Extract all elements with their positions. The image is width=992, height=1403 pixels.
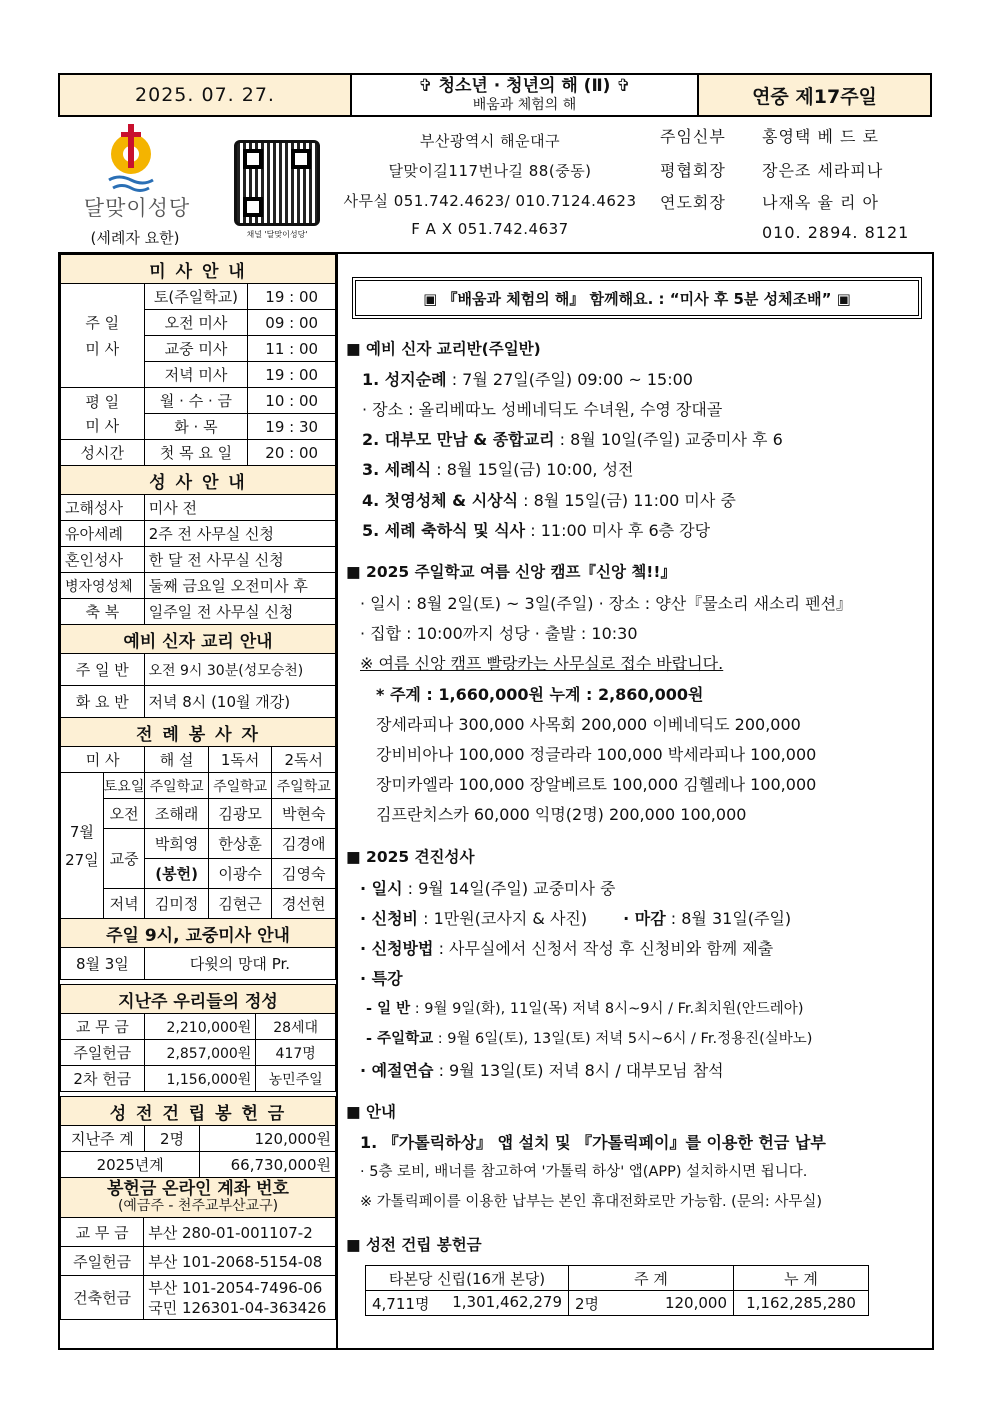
reader-2: 주일학교 [272, 773, 336, 799]
section-title: ■ 2025 주일학교 여름 신앙 캠프『신앙 쳌!!』 [346, 563, 676, 581]
reader-1: 김현근 [208, 889, 272, 919]
adoration-banner: ▣ 『배움과 체험의 해』 함께해요. : “미사 후 5분 성체조배” ▣ [355, 280, 919, 316]
header-cell: 누 계 [734, 1266, 869, 1291]
commentator: 김미정 [145, 889, 209, 919]
staff-role-3: 연도회장 [660, 193, 726, 212]
mass-name: 저녁 미사 [144, 362, 248, 388]
qr-caption: 채널 '달맞이성당' [246, 230, 308, 239]
item-label: · 신청비 [360, 909, 419, 928]
camp-totals: * 주계 : 1,660,000원 누계 : 2,860,000원 [376, 685, 704, 704]
item-label: 2. 대부모 만남 & 종합교리 [362, 430, 555, 449]
donor-line: 강비비아나 100,000 정글라라 100,000 박세라피나 100,000 [376, 745, 817, 764]
sacrament-name: 병자영성체 [61, 573, 145, 599]
item-label: 4. 첫영성체 & 시상식 [362, 491, 519, 510]
commentator: 박희영 [145, 829, 209, 859]
week-count: 2명 [569, 1291, 622, 1316]
sacraments-title: 성 사 안 내 [61, 466, 336, 495]
offering-table [60, 984, 336, 1092]
sacraments-table [60, 465, 336, 625]
cumulative-total: 1,162,285,280 [734, 1291, 869, 1316]
accounts-header [61, 1178, 336, 1218]
sacrament-name: 축 복 [61, 599, 145, 625]
info-line: 1. 『가톨릭하상』 앱 설치 및 『가톨릭페이』를 이용한 헌금 납부 [360, 1133, 826, 1152]
parish-total: 1,301,462,279 [452, 1292, 562, 1311]
info-line [360, 876, 616, 899]
mass-name: 교중 미사 [144, 336, 248, 362]
mass-name: 화 · 목 [144, 414, 248, 440]
commentator: 주일학교 [145, 773, 209, 799]
staff-name-2: 장은조 세라피나 [762, 161, 884, 180]
reader-1: 주일학교 [208, 773, 272, 799]
item-label: - 일 반 [366, 1001, 411, 1017]
sacrament-info: 한 달 전 사무실 신청 [144, 547, 335, 573]
info-line: · 집합 : 10:00까지 성당 · 출발 : 10:30 [360, 624, 638, 643]
item-label: · 특강 [360, 969, 403, 988]
sacrament-name: 혼인성사 [61, 547, 145, 573]
mass-time: 19 : 00 [248, 284, 336, 310]
offering-type: 교 무 금 [61, 1014, 145, 1040]
sacrament-name: 유아세례 [61, 521, 145, 547]
mass-slot: 교중 [103, 829, 145, 889]
accounts-title: 봉헌금 온라인 계좌 번호 [107, 1178, 289, 1199]
qr-code[interactable] [234, 140, 320, 226]
building-fund-summary [365, 1265, 869, 1316]
liturgical-week: 연중 제17주일 [752, 85, 877, 108]
item-text: : 11:00 미사 후 6층 강당 [525, 521, 711, 540]
info-line: · 일시 : 8월 2일(토) ~ 3일(주일) · 장소 : 양산『물소리 새소리 펜션』 [360, 594, 853, 613]
catechumen-title: 예비 신자 교리 안내 [61, 625, 336, 654]
reader-1: 이광수 [208, 859, 272, 889]
item-text: : 8월 15일(금) 10:00, 성전 [431, 460, 634, 479]
offering-title: 지난주 우리들의 정성 [61, 985, 336, 1014]
info-line [360, 1058, 724, 1081]
info-line [360, 936, 773, 959]
liturgy-title: 전 례 봉 사 자 [61, 718, 336, 747]
section-title: ■ 안내 [346, 1103, 396, 1121]
item-text: : 8월 15일(금) 11:00 미사 중 [518, 491, 736, 510]
section-title: ■ 2025 견진성사 [346, 848, 475, 866]
mass-time: 19 : 30 [248, 414, 336, 440]
year-theme [350, 75, 699, 115]
class-name: 화 요 반 [61, 686, 145, 718]
mass-time: 19 : 00 [248, 362, 336, 388]
reader-2: 김경애 [272, 829, 336, 859]
info-line [362, 488, 736, 511]
sunday-mass-label: 주 일 미 사 [61, 284, 145, 388]
summary-cell [366, 1291, 569, 1316]
item-text: : 9월 14일(주일) 교중미사 중 [402, 879, 616, 898]
parish-count: 4,711명 [372, 1294, 430, 1313]
class-name: 주 일 반 [61, 654, 145, 686]
item-text: : 8월 10일(주일) 교중미사 후 6 [554, 430, 783, 449]
building-year-label: 2025년계 [61, 1152, 200, 1178]
info-line: ※ 가톨릭페이를 이용한 납부는 본인 휴대전화로만 가능함. (문의: 사무실) [360, 1194, 823, 1210]
info-line [366, 1027, 812, 1048]
building-title: 성 전 건 립 봉 헌 금 [61, 1097, 336, 1126]
mass-time: 11 : 00 [248, 336, 336, 362]
reader-1: 김광모 [208, 799, 272, 829]
header-cell: 주 계 [569, 1266, 734, 1291]
column-divider [336, 254, 338, 1348]
catechumen-table [60, 624, 336, 718]
donor-line: 장미카엘라 100,000 장알베르토 100,000 김헬레나 100,000 [376, 775, 817, 794]
liturgy-table [60, 717, 336, 919]
reader-1: 한상훈 [208, 829, 272, 859]
sacrament-info: 2주 전 사무실 신청 [144, 521, 335, 547]
theme-subtitle: 배움과 체험의 해 [472, 97, 577, 113]
account-type: 교 무 금 [61, 1218, 144, 1247]
info-line [362, 457, 633, 480]
account-type: 건축헌금 [61, 1276, 144, 1320]
accounts-holder: (예금주 - 천주교부산교구) [117, 1197, 279, 1214]
sunday9-table [60, 918, 336, 980]
item-text: : 8월 31일(주일) [665, 909, 792, 928]
class-time: 저녁 8시 (10월 개강) [144, 686, 335, 718]
section-title: ■ 성전 건립 봉헌금 [346, 1236, 482, 1254]
item-label: 3. 세례식 [362, 460, 432, 479]
commentator: 조해래 [145, 799, 209, 829]
mass-name: 첫 목 요 일 [144, 440, 248, 466]
info-line [362, 427, 783, 450]
sunday9-date: 8월 3일 [61, 948, 145, 980]
holy-hour-label: 성시간 [61, 440, 145, 466]
col-mass: 미 사 [61, 747, 145, 773]
item-label: · 마감 [623, 909, 666, 928]
info-line [362, 518, 710, 541]
account-number: 부산 101-2054-7496-06 [148, 1278, 323, 1297]
info-line [360, 906, 791, 929]
account-type: 주일헌금 [61, 1247, 144, 1276]
item-text: : 1만원(코사지 & 사진) [418, 909, 588, 928]
class-time: 오전 9시 30분(성모승천) [144, 654, 335, 686]
sunday9-title: 주일 9시, 교중미사 안내 [61, 919, 336, 948]
item-text: : 7월 27일(주일) 09:00 ~ 15:00 [446, 370, 693, 389]
info-line [366, 997, 803, 1018]
offering-amount: 2,210,000원 [144, 1014, 256, 1040]
info-line: ※ 여름 신앙 캠프 빨랑카는 사무실로 접수 바랍니다. [360, 654, 724, 673]
offering-count: 417명 [256, 1040, 336, 1066]
donor-line: 김프란치스카 60,000 익명(2명) 200,000 100,000 [376, 805, 747, 824]
sacrament-info: 둘째 금요일 오전미사 후 [144, 573, 335, 599]
item-text: : 9월 13일(토) 저녁 8시 / 대부모님 참석 [433, 1061, 724, 1080]
donor-line: 장세라피나 300,000 사목회 200,000 이베네딕도 200,000 [376, 715, 801, 734]
mass-time: 20 : 00 [248, 440, 336, 466]
staff-name-1: 홍영택 베 드 로 [762, 127, 879, 146]
info-line: · 장소 : 올리베따노 성베네딕도 수녀원, 수영 장대골 [362, 400, 723, 419]
office-phone: 사무실 051.742.4623/ 010.7124.4623 [343, 192, 637, 210]
accounts-table [60, 1177, 336, 1320]
mass-title: 미 사 안 내 [61, 255, 336, 284]
item-label: 1. 성지순례 [362, 370, 447, 389]
offering-count: 28세대 [256, 1014, 336, 1040]
info-line [362, 367, 693, 390]
mass-name: 월 · 수 · 금 [144, 388, 248, 414]
week-total: 120,000 [621, 1291, 734, 1316]
section-title: ■ 예비 신자 교리반(주일반) [346, 340, 541, 358]
staff-role-2: 평협회장 [660, 161, 726, 180]
reader-2: 경선현 [272, 889, 336, 919]
bulletin-date: 2025. 07. 27. [135, 84, 275, 106]
reader-2: 박현숙 [272, 799, 336, 829]
church-logo [85, 122, 195, 222]
offering-count: 농민주일 [256, 1066, 336, 1092]
info-line: · 5층 로비, 배너를 참고하여 '가톨릭 하상' 앱(APP) 설치하시면 됩니다. [360, 1164, 808, 1180]
liturgy-date: 7월 27일 [61, 773, 104, 919]
item-text: : 9월 9일(화), 11일(목) 저녁 8시~9시 / Fr.최치원(안드레아) [410, 1001, 804, 1017]
col-reading1: 1독서 [208, 747, 272, 773]
item-text: : 사무실에서 신청서 작성 후 신청비와 함께 제출 [433, 939, 774, 958]
building-last-amount: 120,000원 [200, 1126, 336, 1152]
offering-amount: 1,156,000원 [144, 1066, 256, 1092]
item-label: · 예절연습 [360, 1061, 434, 1080]
staff-phone: 010. 2894. 8121 [762, 223, 910, 242]
mass-name: 토(주일학교) [144, 284, 248, 310]
left-column [60, 254, 336, 1320]
item-text: : 9월 6일(토), 13일(토) 저녁 5시~6시 / Fr.정용진(실바노) [433, 1031, 813, 1047]
sacrament-name: 고해성사 [61, 495, 145, 521]
offering-amount: 2,857,000원 [144, 1040, 256, 1066]
building-last-label: 지난주 계 [61, 1126, 145, 1152]
church-patron: (세례자 요한) [90, 229, 180, 247]
sacrament-info: 일주일 전 사무실 신청 [144, 599, 335, 625]
offertory: (봉헌) [145, 859, 209, 889]
account-number: 부산 101-2068-5154-08 [144, 1247, 336, 1276]
mass-slot: 저녁 [103, 889, 145, 919]
offering-type: 2차 헌금 [61, 1066, 145, 1092]
building-last-count: 2명 [144, 1126, 200, 1152]
fax-number: F A X 051.742.4637 [411, 220, 569, 238]
staff-name-3: 나재옥 율 리 아 [762, 193, 879, 212]
staff-role-1: 주임신부 [660, 127, 726, 146]
col-commentary: 해 설 [145, 747, 209, 773]
mass-slot: 오전 [103, 799, 145, 829]
mass-schedule-table [60, 254, 336, 466]
offering-type: 주일헌금 [61, 1040, 145, 1066]
sacrament-info: 미사 전 [144, 495, 335, 521]
building-fund-table [60, 1096, 336, 1178]
header-bar [58, 73, 932, 117]
church-name: 달맞이성당 [83, 196, 191, 220]
theme-title: ✞ 청소년 · 청년의 해 (Ⅱ) ✞ [418, 76, 631, 96]
mass-name: 오전 미사 [144, 310, 248, 336]
reader-2: 김영숙 [272, 859, 336, 889]
building-year-amount: 66,730,000원 [200, 1152, 336, 1178]
col-reading2: 2독서 [272, 747, 336, 773]
mass-slot: 토요일 [103, 773, 145, 799]
weekday-mass-label: 평 일 미 사 [61, 388, 145, 440]
mass-time: 09 : 00 [248, 310, 336, 336]
item-label: - 주일학교 [366, 1031, 434, 1047]
account-number: 부산 280-01-001107-2 [144, 1218, 336, 1247]
sunday9-text: 다윗의 망대 Pr. [144, 948, 335, 980]
item-label: · 일시 [360, 879, 403, 898]
building-accounts [144, 1276, 336, 1320]
account-number: 국민 126301-04-363426 [148, 1298, 327, 1317]
address-line-2: 달맞이길117번나길 88(중동) [388, 162, 592, 180]
item-label: 5. 세례 축하식 및 식사 [362, 521, 526, 540]
item-label: · 신청방법 [360, 939, 434, 958]
mass-time: 10 : 00 [248, 388, 336, 414]
header-cell: 타본당 신립(16개 본당) [366, 1266, 569, 1291]
address-line-1: 부산광역시 해운대구 [419, 132, 561, 150]
